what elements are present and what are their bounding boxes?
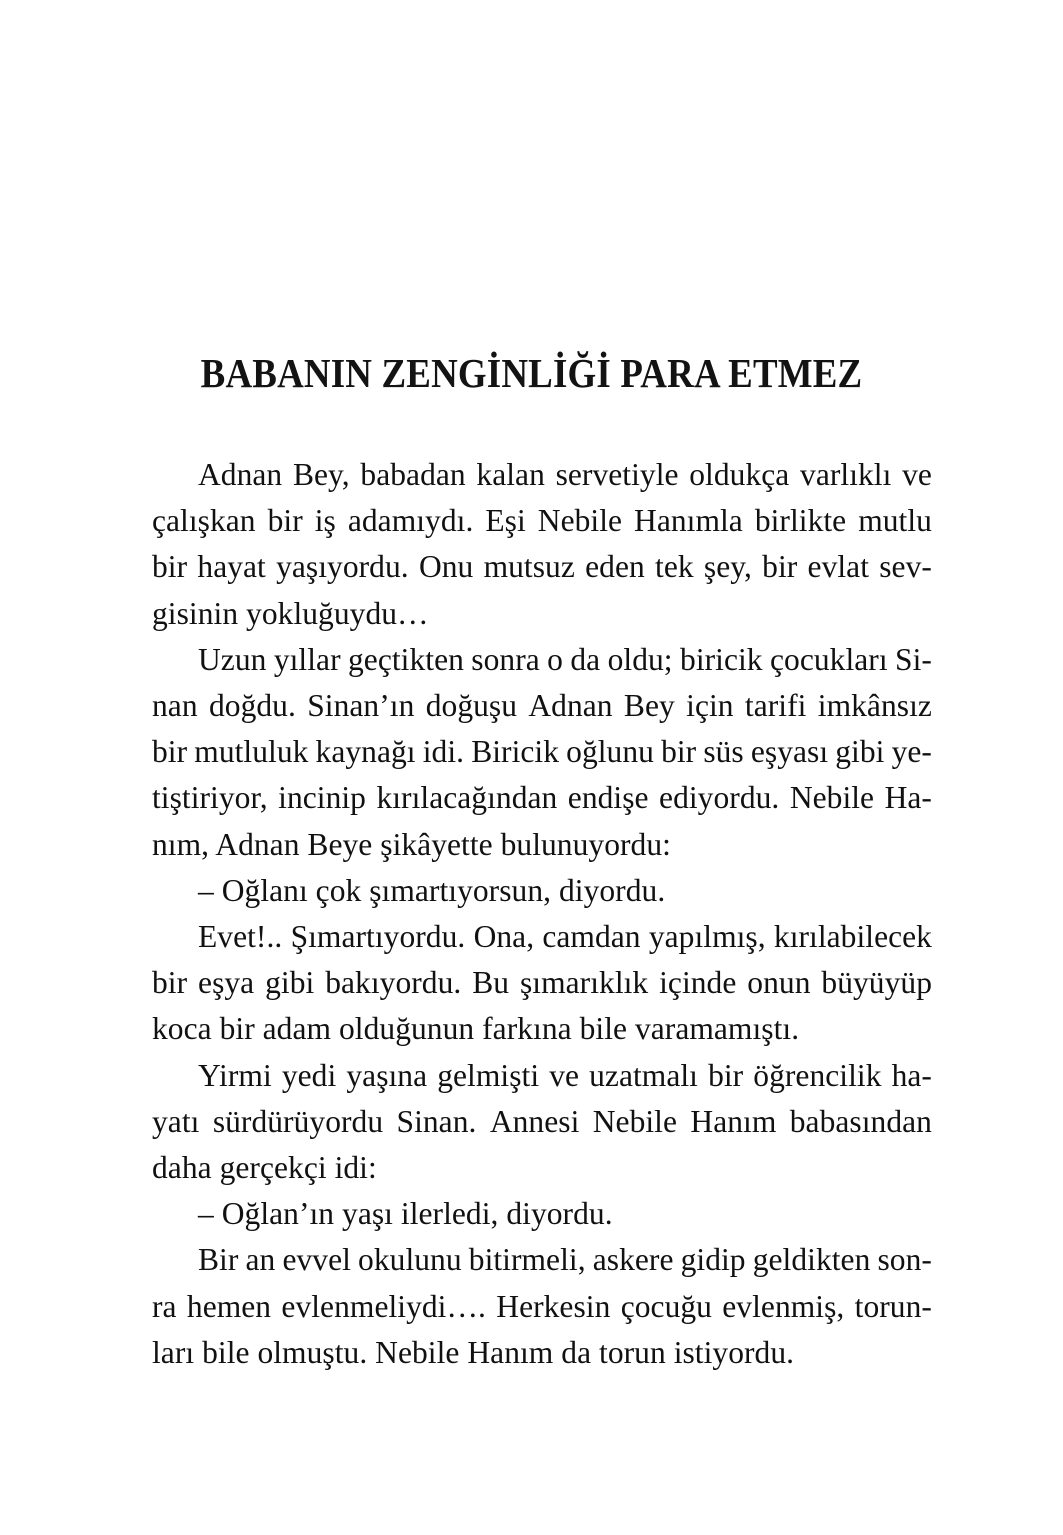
line-text: sev-	[879, 549, 932, 585]
text-line	[152, 775, 932, 821]
line-text: ye-	[891, 734, 932, 770]
line-text: yaşıyordu.	[276, 549, 409, 585]
line-text: Nebile	[592, 1103, 678, 1139]
line-text: gibi	[265, 965, 315, 1001]
dialogue-paragraph	[152, 1191, 932, 1237]
line-text: oldu;	[607, 641, 673, 677]
line-text: bir	[708, 1057, 744, 1093]
text-line	[152, 683, 932, 729]
line-text: iş	[314, 503, 336, 539]
line-text: Nebile	[789, 780, 875, 816]
line-text: tiştiriyor,	[152, 780, 268, 816]
line-text: içinde	[659, 965, 737, 1001]
text-line: nım, Adnan Beye şikâyette bulunuyordu:	[152, 826, 671, 862]
line-text: Adnan	[198, 457, 283, 492]
line-text: Evet!..	[198, 919, 283, 955]
line-text: onun	[747, 965, 811, 1001]
line-text: çocuğu	[620, 1288, 712, 1324]
line-text: idi.	[422, 734, 465, 770]
text-line	[152, 544, 932, 590]
line-text: askere	[592, 1242, 674, 1278]
line-text: tek	[655, 549, 694, 585]
line-text: çalışkan	[152, 503, 256, 539]
line-text: öğrencilik	[753, 1057, 882, 1093]
line-text: bir	[661, 734, 697, 770]
line-text: süs	[703, 734, 744, 770]
page-title: BABANIN ZENGİNLİĞİ PARA ETMEZ	[200, 350, 863, 397]
line-text: gibi	[835, 734, 885, 770]
line-text: Şımartıyordu.	[290, 919, 466, 955]
line-text: endişe	[567, 780, 649, 816]
line-text: büyüyüp	[821, 965, 932, 1001]
line-text: Si-	[895, 641, 932, 677]
line-text: yaşına	[346, 1057, 428, 1093]
line-text: hemen	[186, 1288, 272, 1324]
line-text: mutsuz	[483, 549, 575, 585]
line-text: ve	[549, 1057, 580, 1093]
line-text: çocukları	[769, 641, 888, 677]
line-text: evlat	[807, 549, 870, 585]
line-text: evlenmeliydi….	[281, 1288, 486, 1324]
line-text: bitirmeli,	[468, 1242, 586, 1278]
text-line	[198, 1237, 932, 1283]
line-text: da	[570, 641, 601, 677]
line-text: mutluluk	[194, 734, 309, 770]
line-text: doğuşu	[425, 688, 518, 724]
line-text: birlikte	[754, 503, 847, 539]
line-text: kırılabilecek	[773, 919, 932, 955]
line-text: camdan	[542, 919, 641, 955]
paragraph	[152, 1237, 932, 1376]
line-text: kalan	[476, 457, 545, 492]
line-text: doğdu.	[208, 688, 296, 724]
line-text: Ha-	[884, 780, 932, 816]
text-line: gisinin yokluğuydu…	[152, 595, 429, 631]
line-text: nan	[152, 688, 198, 724]
line-text: Hanım	[690, 1103, 777, 1139]
line-text: oğlunu	[566, 734, 654, 770]
text-line	[152, 729, 932, 775]
line-text: kırılacağından	[376, 780, 558, 816]
line-text: gidip	[680, 1242, 746, 1278]
text-line	[198, 637, 932, 683]
line-text: eşyası	[750, 734, 829, 770]
text-line	[152, 498, 932, 544]
text-line: – Oğlanı çok şımartıyorsun, diyordu.	[198, 872, 666, 908]
line-text: yıllar	[273, 641, 341, 677]
line-text: ha-	[891, 1057, 932, 1093]
line-text: hayat	[197, 549, 266, 585]
line-text: sürdürüyordu	[212, 1103, 384, 1139]
text-line: ları bile olmuştu. Nebile Hanım da torun istiyordu.	[152, 1334, 795, 1370]
text-line	[198, 452, 932, 498]
text-line: – Oğlan’ın yaşı ilerledi, diyordu.	[198, 1196, 613, 1232]
line-text: Biricik	[471, 734, 560, 770]
line-text: geçtikten	[348, 641, 464, 677]
paragraph	[152, 1053, 932, 1192]
line-text: oldukça	[689, 457, 790, 492]
line-text: Adnan	[528, 688, 613, 724]
line-text: geldikten	[752, 1242, 871, 1278]
line-text: yatı	[152, 1103, 200, 1139]
line-text: servetiyle	[555, 457, 679, 492]
line-text: şımarıklık	[519, 965, 649, 1001]
text-line	[152, 1284, 932, 1330]
line-text: evvel	[282, 1242, 351, 1278]
paragraph	[152, 637, 932, 868]
line-text: mutlu	[858, 503, 932, 539]
line-text: için	[686, 688, 734, 724]
line-text: biricik	[680, 641, 763, 677]
line-text: Sinan.	[396, 1103, 477, 1139]
line-text: incinip	[278, 780, 366, 816]
line-text: Bey	[623, 688, 675, 724]
line-text: Yirmi	[198, 1057, 272, 1093]
line-text: ve	[902, 457, 932, 492]
line-text: bir	[267, 503, 303, 539]
line-text: kaynağı	[315, 734, 416, 770]
line-text: bakıyordu.	[325, 965, 462, 1001]
text-line	[198, 1053, 932, 1099]
text-line	[152, 1099, 932, 1145]
line-text: ra	[152, 1288, 177, 1324]
line-text: Bey,	[292, 457, 350, 492]
line-text: Annesi	[489, 1103, 580, 1139]
line-text: bir	[152, 549, 188, 585]
line-text: torun-	[854, 1288, 932, 1324]
line-text: şey,	[703, 549, 752, 585]
line-text: Ona,	[473, 919, 535, 955]
line-text: yapılmış,	[648, 919, 766, 955]
line-text: uzatmalı	[589, 1057, 698, 1093]
text-line: koca bir adam olduğunun farkına bile varamamıştı.	[152, 1011, 800, 1047]
line-text: Bu	[472, 965, 510, 1001]
line-text: eşya	[198, 965, 255, 1001]
body-text-block	[152, 452, 932, 1376]
line-text: ediyordu.	[659, 780, 780, 816]
line-text: varlıklı	[800, 457, 892, 492]
line-text: yedi	[281, 1057, 337, 1093]
line-text: bir	[152, 965, 188, 1001]
line-text: Onu	[418, 549, 474, 585]
paragraph	[152, 914, 932, 1053]
line-text: Eşi	[485, 503, 526, 539]
paragraph	[152, 452, 932, 637]
line-text: Sinan’ın	[307, 688, 415, 724]
line-text: Hanımla	[634, 503, 743, 539]
line-text: okulunu	[358, 1242, 462, 1278]
line-text: eden	[585, 549, 645, 585]
line-text: o	[547, 641, 563, 677]
line-text: tarifi	[744, 688, 807, 724]
line-text: babadan	[360, 457, 466, 492]
line-text: sonra	[471, 641, 540, 677]
line-text: gelmişti	[437, 1057, 540, 1093]
line-text: imkânsız	[817, 688, 932, 724]
line-text: bir	[762, 549, 798, 585]
text-line	[198, 914, 932, 960]
line-text: Bir	[198, 1242, 239, 1278]
line-text: evlenmiş,	[722, 1288, 845, 1324]
text-line: daha gerçekçi idi:	[152, 1150, 377, 1186]
line-text: Nebile	[537, 503, 623, 539]
line-text: bir	[152, 734, 188, 770]
line-text: son-	[877, 1242, 932, 1278]
line-text: babasından	[789, 1103, 932, 1139]
text-line	[152, 960, 932, 1006]
line-text: adamıydı.	[347, 503, 474, 539]
line-text: Uzun	[198, 641, 267, 677]
line-text: an	[245, 1242, 276, 1278]
line-text: Herkesin	[496, 1288, 611, 1324]
dialogue-paragraph	[152, 868, 932, 914]
